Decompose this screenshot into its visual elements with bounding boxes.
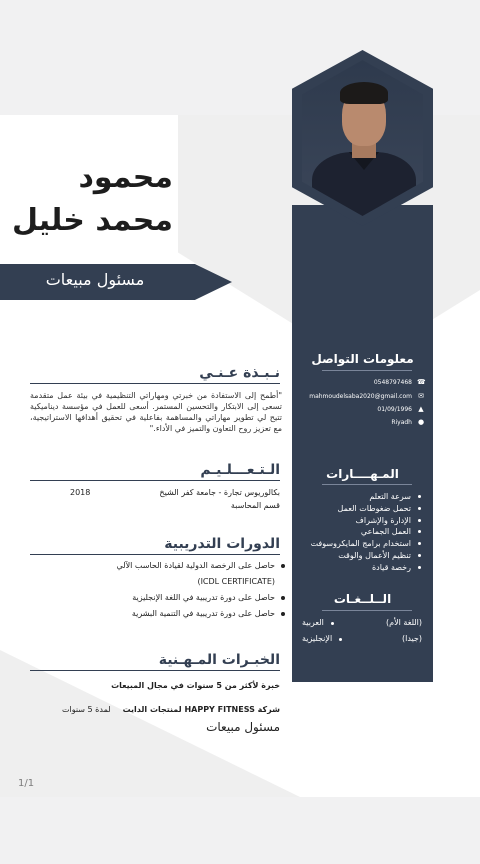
birthdate-value: 01/09/1996 [377,405,412,413]
education-degree: بكالوريوس تجارة - جامعة كفر الشيخ [159,488,280,497]
experience-role: مسئول مبيعات [206,720,280,734]
about-text: "أطمح إلى الاستفادة من خبرتي ومهاراتي التنظيمية في بيئة عمل متقدمة تسعى إلى الابتكار والتحسين المستمر. أسعى للعمل في مؤسسة ديناميكية تتيح لي تطوير مهاراتي والمساهمة بفاعلية في تحقيق أهدافها الاستراتيجية، مع تعزيز روح التعاون والتميز في الأداء." [30,391,282,433]
language-level: (اللغة الأم) [386,618,422,627]
location-pin-icon: ● [417,418,425,426]
skills-list [296,491,421,574]
phone-value: 0548797468 [373,378,412,386]
list-item: سرعة التعلم [296,491,421,503]
divider [322,484,412,485]
contact-phone [300,378,425,386]
list-item: حاصل على دورة تدريبية في التنمية البشرية [120,606,285,622]
divider [322,370,412,371]
experience-duration: لمدة 5 سنوات [62,705,111,714]
education-department: قسم المحاسبة [230,501,280,510]
divider [30,480,280,481]
contact-birthdate [300,405,425,413]
list-item: حاصل على دورة تدريبية في اللغة الإنجليزية [120,590,285,606]
phone-icon: ☎ [417,378,426,386]
divider [322,610,412,611]
city-value: Riyadh [391,418,412,426]
list-item: العمل الجماعي [296,526,421,538]
education-year: 2018 [70,488,91,497]
list-item: الإدارة والإشراف [296,515,421,527]
list-item: رخصة قيادة [296,562,421,574]
language-row [302,634,422,643]
skills-heading: المـهــــارات [326,467,399,481]
envelope-icon: ✉ [418,392,424,400]
courses-list [116,558,285,622]
about-heading: نـبـذة عـنـي [199,365,280,381]
page-number: 1/1 [18,778,35,789]
experience-heading: الخبـرات المـهـنية [158,652,280,668]
list-item: استخدام برامج المايكروسوفت [296,538,421,550]
email-value: mahmoudelsaba2020@gmail.com [309,392,412,400]
language-level: (جيدا) [401,634,422,643]
list-item: حاصل على الرخصة الدولية لقيادة الحاسب الآلي [120,558,285,574]
language-name: الإنجليزية [302,634,342,643]
list-item: تحمل ضغوطات العمل [296,503,421,515]
language-row [302,618,422,627]
contact-email [300,392,425,400]
language-name: العربية [302,618,334,627]
experience-company: شركة HAPPY FITNESS لمنتجات الدايت [122,705,280,714]
cake-icon: ▲ [418,405,424,413]
education-heading: الـتـعـــلـيـم [200,462,280,478]
contact-heading: معلومات التواصل [311,352,414,366]
contact-city [300,418,425,426]
divider [30,383,280,384]
divider [30,670,280,671]
job-title: مسئول مبيعات [45,270,145,289]
name-second-line: محمد خليل [12,203,173,238]
divider [30,554,280,555]
name-first-line: محمود [78,160,173,195]
experience-summary: خبرة لأكثر من 5 سنوات في مجال المبيعات [111,681,280,690]
courses-heading: الدورات التدريبية [164,536,280,552]
list-item: (ICDL CERTIFICATE) [197,577,275,586]
languages-heading: الــلــغـات [333,592,392,606]
list-item: تنظيم الأعمال والوقت [296,550,421,562]
